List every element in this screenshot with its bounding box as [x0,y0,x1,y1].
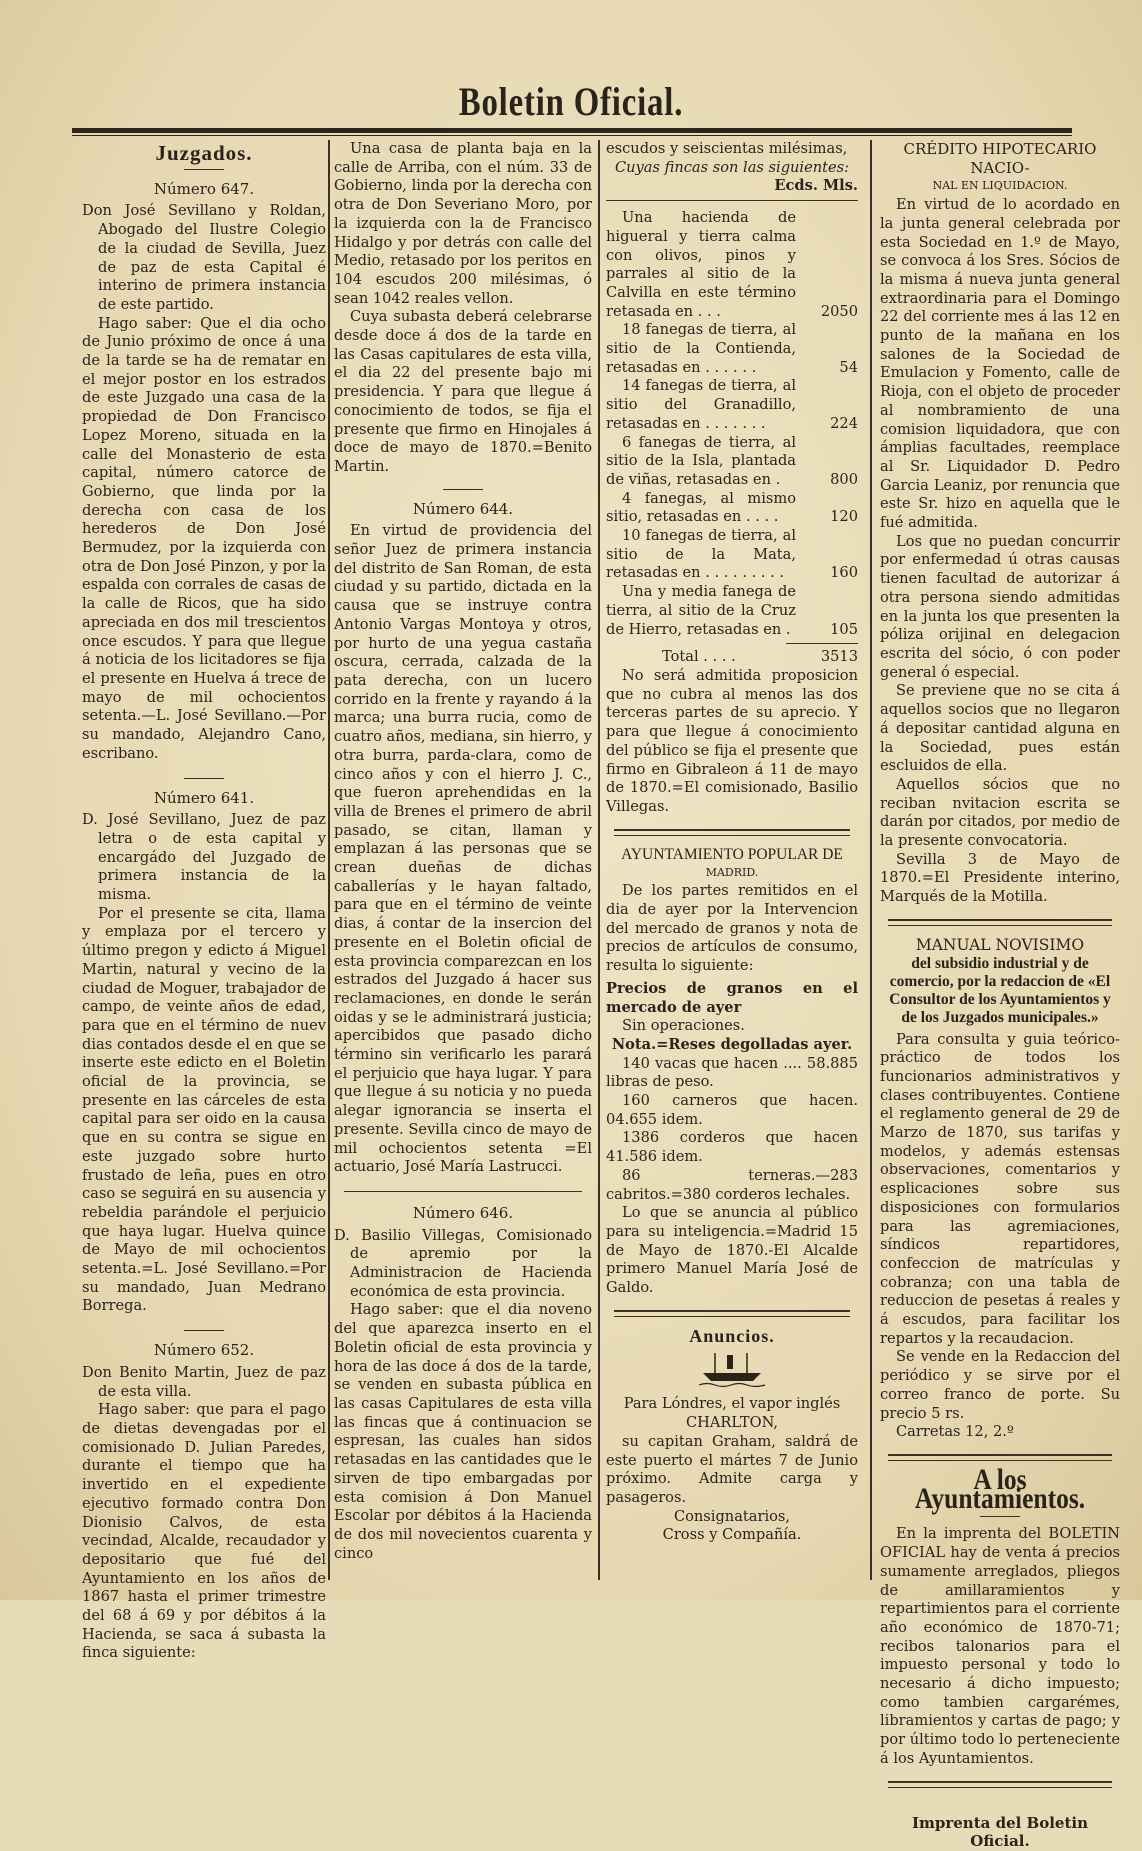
list-item: 140 vacas que hacen .... 58.885 libras de peso. [606,1054,858,1091]
ship-line: su capitan Graham, saldrá de este puerto el mártes 7 de Junio próximo. Admite carga y pasageros. [606,1432,858,1506]
list-item: 4 fanegas, al mismo sitio, retasadas en . . . . 120 [606,489,858,526]
notice-number: Número 644. [412,499,514,518]
masthead-rule-thin [72,135,1072,136]
column-divider [870,140,872,1580]
list-item: 10 fanegas de tierra, al sitio de la Mata, retasadas en . . . . . . . . . 160 [606,527,858,582]
list-item: Una hacienda de higueral y tierra calma con olivos, pinos y parrales al sitio de la Calvilla en este término retasada en . . . 2050 [606,209,858,320]
paragraph: En la imprenta del BOLETIN OFICIAL hay de venta á precios sumamente arreglados, pliegos de amillaramientos y repartimientos para el corriente año económico de 1870-71; recibos talonarios para el impuesto personal y todo lo necesario á dicho impuesto; como tambien cargarémes, libramientos y cartas de pago; y por último todo lo perteneciente á los Ayuntamientos. [880,1525,1120,1767]
divider [980,1516,1020,1517]
paragraph: Cuyas fincas son las siguientes: [614,158,850,176]
list-item: 18 fanegas de tierra, al sitio de la Contienda, retasadas en . . . . . . 54 [606,321,858,376]
total-row [606,648,858,667]
ship-line: Cross y Compañía. [662,1526,802,1544]
notice-number: Número 641. [153,788,255,807]
paragraph: Los que no puedan concurrir por enfermedad ú otras causas tienen facultad de autorizar á otra persona siendo admitidas en la junta los que presenten la póliza orijinal en delegacion escrita del sócio, ó con poder general ó especial. [880,532,1120,681]
steamship-icon [697,1351,767,1389]
section-title-juzgados: Juzgados. [155,141,253,165]
precios-title: Precios de granos en el mercado de ayer [606,979,858,1016]
divider [184,1330,224,1331]
column-divider [328,140,330,1580]
footer-imprenta: Imprenta del Boletin Oficial. [911,1813,1088,1851]
paragraph: Carretas 12, 2.º [896,1423,1014,1441]
notice-intro: D. José Sevillano, Juez de paz letra o de esta capital y encargádo del Juzgado de primera instancia de la misma. [82,811,326,904]
list-item: 86 terneras.—283 cabritos.=380 corderos lechales. [606,1166,858,1203]
notice-number: Número 652. [153,1341,255,1360]
paragraph: Aquellos sócios que no reciban nvitacion escrita se darán por citados, por medio de la presente convocatoria. [880,775,1120,850]
paragraph: Sevilla 3 de Mayo de 1870.=El Presidente interino, Marqués de la Motilla. [880,850,1120,906]
paragraph: Se vende en la Redaccion del periódico y se sirve por el correo franco de porte. Su precio 5 rs. [880,1348,1120,1422]
manual-title: MANUAL NOVISIMO [915,935,1085,954]
fincas-list [606,209,858,639]
paragraph: De los partes remitidos en el dia de ayer por la Intervencion del mercado de granos y nota de precios de artículos de consumo, resulta lo siguiente: [606,882,858,975]
list-item: 6 fanegas de tierra, al sitio de la Isla, plantada de viñas, retasadas en . 800 [606,433,858,488]
divider [888,1781,1112,1788]
list-item: Una y media fanega de tierra, al sitio de la Cruz de Hierro, retasadas en . 105 [606,583,858,638]
notice-number: Número 647. [153,179,255,198]
total-value: 3513 [820,648,858,666]
column-2 [334,140,592,1563]
paragraph: Una casa de planta baja en la calle de Arriba, con el núm. 33 de Gobierno, linda por la derecha con otra de Don Severiano Moro, por la izquierda con la de Francisco Hidalgo y por detrás con calle del Medio, retasado por los peritos en 104 escudos 200 milésimas, ó sean 1042 reales vellon. [334,140,592,307]
paragraph: No será admitida proposicion que no cubra al menos las dos terceras partes de su aprecio. Y para que llegue á conocimiento del público se fija el presente que firmo en Gibraleon á 11 de mayo de 1870.=El comisionado, Basilio Villegas. [606,666,858,815]
column-divider [598,140,600,1580]
notice-body: Hago saber: Que el dia ocho de Junio próximo de once á una de la tarde se ha de rematar en el mejor postor en los estrados de este Juzgado una casa de la propiedad de Don Francisco Lopez Moreno, situada en la calle del Monasterio de esta capital, número catorce de Gobierno, que linda por la derecha con casa de los herederos de Don José Bermudez, por la izquierda con otra de Don José Pinzon, y por la espalda con corrales de casas de la calle de Ricos, que ha sido apreciada en dos mil trescientos once escudos. Y para que llegue á noticia de los licitadores se fija el presente en Huelva á trece de mayo de mil ochocientos setenta.—L. José Sevillano.—Por su mandado, Alejandro Cano, escribano. [82,314,326,762]
paragraph: En virtud de lo acordado en la junta general celebrada por esta Sociedad en 1.º de Mayo, se convoca á los Sres. Sócios de la misma á nueva junta general extraordinaria para el Domingo 22 del corriente mes á las 12 en punto de la mañana en los salones de la Sociedad de Emulacion y Fomento, calle de Rioja, con el objeto de proceder al nombramiento de una comision liquidadora, que con ámplias facultades, reemplace al Sr. Liquidador D. Pedro Garcia Leaniz, por renuncia que este Sr. hizo en aquella que le fué admitida. [880,196,1120,532]
notice-intro: Don José Sevillano y Roldan, Abogado del Ilustre Colegio de la ciudad de Sevilla, Juez de paz de esta Capital é interino de primera instancia de este partido. [82,202,326,313]
column-1 [82,140,326,1663]
ayuntamientos-title: A los Ayuntamientos. [914,1463,1086,1515]
paragraph: Sin operaciones. [622,1017,745,1035]
list-item: 160 carneros que hacen. 04.655 idem. [606,1092,858,1128]
ship-name: CHARLTON, [685,1414,779,1432]
notice-body: Hago saber: que para el pago de dietas devengadas por el comisionado D. Julian Paredes, durante el tiempo que ha invertido en el expediente ejecutivo formado contra Don Dionisio Calvos, de esta vecindad, Alcalde, recaudador y depositario que fué del Ayuntamiento en los años de 1867 hasta el primer trimestre del 68 á 69 y por débitos á la Hacienda, se saca á subasta la finca siguiente: [82,1401,326,1662]
paragraph: Cuya subasta deberá celebrarse desde doce á dos de la tarde en las Casas capitulares de esta villa, el dia 22 del presente bajo mi presidencia. Y para que llegue á conocimiento de todos, se fija el presente que firmo en Hinojales á doce de mayo de 1870.=Benito Martin. [334,308,592,475]
divider [786,643,858,644]
masthead: Boletin Oficial. [458,79,684,124]
notice-number: Número 646. [412,1203,514,1222]
nota-title: Nota.=Reses degolladas ayer. [611,1035,853,1053]
divider [614,1310,850,1317]
notice-body: Hago saber: que el dia noveno del que aparezca inserto en el Boletin oficial de esta provincia y hora de las doce á dos de la tarde, se venden en subasta pública en las casas Capitulares de esta villa las fincas que á continuacion se espresan, las cuales han sidos retasadas en las cantidades que le sirven de tipo embargadas por esta comision á Don Manuel Escolar por débitos á la Hacienda de dos mil novecientos cuarenta y cinco [334,1301,592,1562]
ship-line: Para Lóndres, el vapor inglés [623,1395,841,1413]
ship-line: Consignatarios, [673,1507,791,1525]
divider [888,919,1112,926]
divider [606,200,858,201]
notice-body: Por el presente se cita, llama y emplaza por el tercero y último pregon y edicto á Miguel Martin, natural y vecino de la ciudad de Moguer, trabajador de campo, de veinte años de edad, para que en el término de nuev dias contados desde el en que se inserte este edicto en el Boletin oficial de la provincia, se presente en las cárceles de esta capital para ser oido en la causa que en su contra se sigue en este juzgado sobre hurto frustado de leña, pues en otro caso se seguirá en su ausencia y rebeldia parándole el perjuicio que haya lugar. Huelva quince de Mayo de mil ochocientos setenta.=L. José Sevillano.=Por su mandado, Juan Medrano Borrega. [82,904,326,1315]
anuncios-title: Anuncios. [689,1325,775,1346]
divider [443,489,483,490]
divider [184,169,224,170]
ayuntamiento-title: AYUNTAMIENTO POPULAR DE [621,845,843,863]
column-3 [606,140,858,1545]
paragraph: Lo que se anuncia al público para su inteligencia.=Madrid 15 de Mayo de 1870.-El Alcalde primero Manuel María José de Galdo. [606,1204,858,1297]
ayuntamiento-subtitle: MADRID. [705,865,759,879]
divider [344,1191,582,1192]
notice-intro: D. Basilio Villegas, Comisionado de apremio por la Administracion de Hacienda económica de esta provincia. [334,1226,592,1300]
paragraph: escudos y seiscientas milésimas, [606,140,848,157]
total-label: Total . . . . [662,648,736,666]
units-header: Ecds. Mls. [774,177,858,195]
list-item: 1386 corderos que hacen 41.586 idem. [606,1129,858,1166]
notice-intro: Don Benito Martin, Juez de paz de esta villa. [82,1363,326,1400]
paragraph: Para consulta y guia teórico-práctico de todos los funcionarios administrativos y clases contribuyentes. Contiene el reglamento general de 29 de Marzo de 1870, sus tarifas y modelos, y además estensas observaciones, comentarios y esplicaciones sobre sus disposiciones con formularios para las agremiaciones, síndicos repartidores, confeccion de matrículas y cobranza; con una tabla de reduccion de pesetas á reales y á escudos, para facilitar los repartos y la recaudacion. [880,1030,1120,1347]
divider [614,829,850,836]
manual-subtitle: del subsidio industrial y de comercio, por la redaccion de «El Consultor de los Ayuntamientos y de los Juzgados municipales.» [889,954,1111,1026]
column-4 [880,140,1120,1851]
divider [184,778,224,779]
divider [888,1454,1112,1461]
credito-title: CRÉDITO HIPOTECARIO NACIO- [903,140,1097,177]
notice-body: En virtud de providencia del señor Juez de primera instancia del distrito de San Roman, de esta ciudad y su partido, dictada en la causa que se instruye contra Antonio Vargas Montoya y otros, por hurto de una yegua castaña oscura, cerrada, calzada de la pata derecha, con un lucero corrido en la frente y rayando á la marca; una burra rucia, como de cuatro años, mediana, sin hierro, y otra burra, parda-clara, como de cinco años y con el hierro J. C., que fueron aprehendidas en la villa de Brenes el primero de abril pasado, se citan, llaman y emplazan á las personas que se crean dueñas de dichas caballerías y le hayan faltado, para que en el término de veinte dias, á contar de la insercion del presente en el Boletin oficial de esta provincia comparezcan en los estrados del Juzgado á hacer sus reclamaciones, en donde le serán oidas y se le administrará justicia; apercibidos que pasado dicho término sin verificarlo les parará el perjuicio que haya lugar. Y para que llegue á su noticia y no pueda alegar ignorancia se inserta el presente. Sevilla cinco de mayo de mil ochocientos setenta =El actuario, José María Lastrucci. [334,522,592,1176]
list-item: 14 fanegas de tierra, al sitio del Granadillo, retasadas en . . . . . . . 224 [606,377,858,432]
masthead-rule [72,128,1072,133]
paragraph: Se previene que no se cita á aquellos socios que no llegaron á depositar cantidad alguna en la Sociedad, pues están escluidos de ella. [880,682,1120,775]
credito-subtitle: NAL EN LIQUIDACION. [932,179,1068,193]
